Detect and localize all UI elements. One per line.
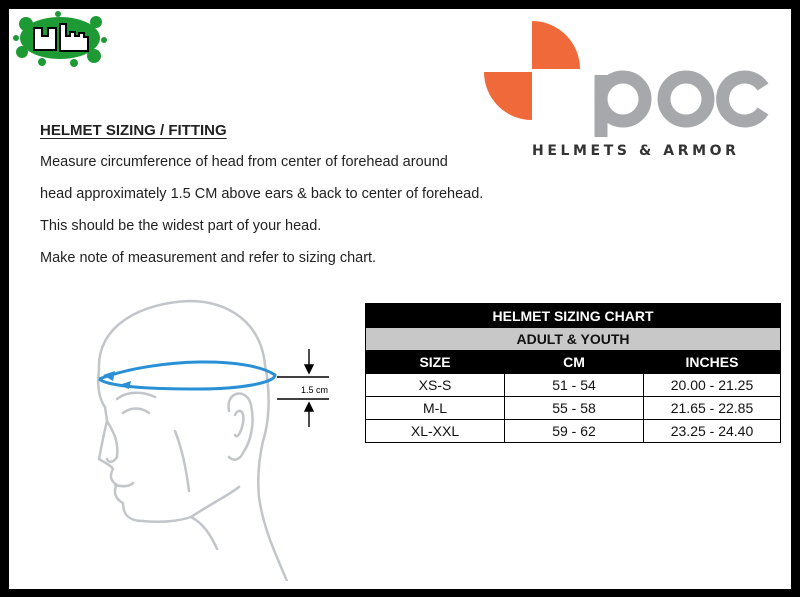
measure-label: 1.5 cm	[301, 385, 329, 395]
cm-cell: 59 - 62	[505, 420, 644, 443]
page-title: HELMET SIZING / FITTING	[40, 122, 227, 139]
inches-cell: 23.25 - 24.40	[644, 420, 781, 443]
column-header-cm: CM	[505, 351, 644, 374]
size-cell: XL-XXL	[366, 420, 505, 443]
poc-logo	[484, 21, 779, 141]
inches-cell: 20.00 - 21.25	[644, 374, 781, 397]
instruction-line: Make note of measurement and refer to sizing chart.	[40, 250, 377, 266]
pointing-hand-icon	[12, 10, 108, 70]
instruction-line: This should be the widest part of your head.	[40, 218, 322, 234]
size-cell: XS-S	[366, 374, 505, 397]
table-row	[366, 420, 781, 443]
instruction-line: Measure circumference of head from center of forehead around	[40, 154, 448, 170]
head-measurement-diagram	[79, 291, 339, 581]
sizing-guide-page	[9, 9, 791, 589]
instruction-line: head approximately 1.5 CM above ears & back to center of forehead.	[40, 186, 484, 202]
chart-subtitle: ADULT & YOUTH	[366, 328, 781, 351]
sizing-chart-table	[365, 303, 781, 443]
chart-title: HELMET SIZING CHART	[366, 304, 781, 328]
brand-tagline: HELMETS & ARMOR	[532, 143, 740, 159]
size-cell: M-L	[366, 397, 505, 420]
column-header-inches: INCHES	[644, 351, 781, 374]
column-header-size: SIZE	[366, 351, 505, 374]
cm-cell: 55 - 58	[505, 397, 644, 420]
table-row	[366, 374, 781, 397]
table-row	[366, 397, 781, 420]
cm-cell: 51 - 54	[505, 374, 644, 397]
inches-cell: 21.65 - 22.85	[644, 397, 781, 420]
